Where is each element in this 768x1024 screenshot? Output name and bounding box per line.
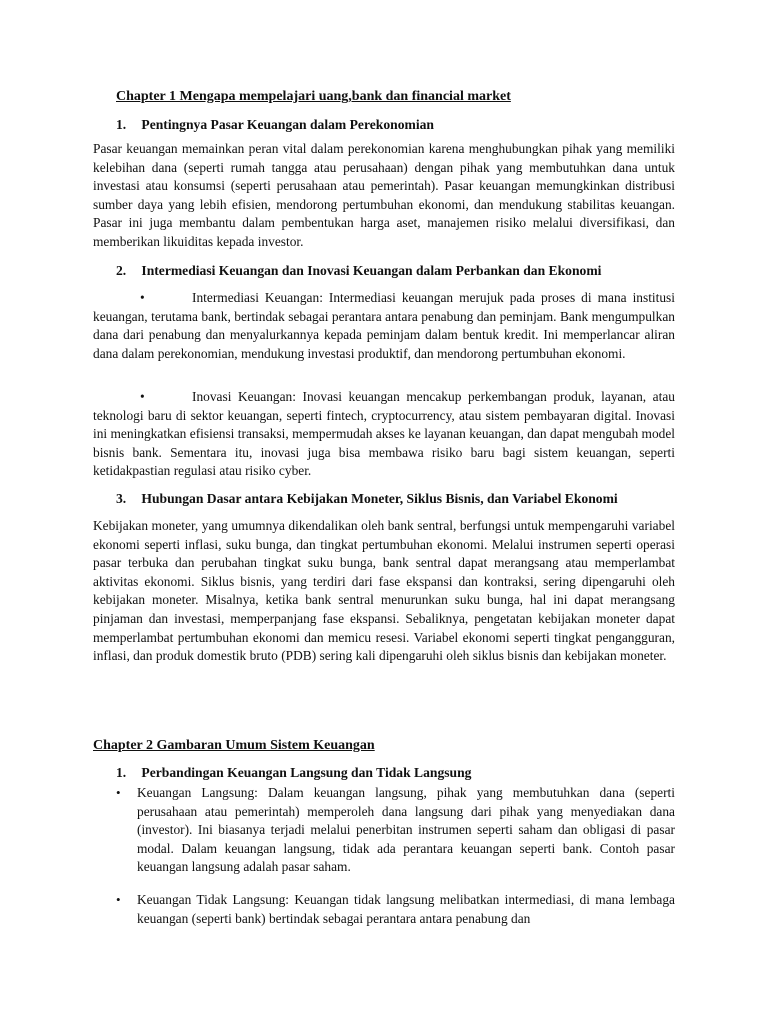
bullet-text: Inovasi Keuangan: Inovasi keuangan mencakup perkembangan produk, layanan, atau teknologi baru di sektor keuangan, seperti fintech, cryptocurrency, atau sistem pembayaran digital. Inovasi ini meningkatkan efisiensi transaksi, mempermudah akses ke layanan keuangan, dan dapat mengubah model bisnis bank. Sementara itu, inovasi juga bisa membawa risiko baru bagi sistem keuangan, seperti ketidakpastian regulasi atau risiko cyber. [93,389,675,479]
bullet-marker: • [140,389,145,404]
section-number: 1. [116,765,127,780]
section-2-1-heading [116,764,471,783]
chapter-1-title: Chapter 1 Mengapa mempelajari uang,bank dan financial market [116,89,511,104]
section-1-1-paragraph: Pasar keuangan memainkan peran vital dalam perekonomian karena menghubungkan pihak yang memiliki kelebihan dana (seperti rumah tangga atau perusahaan) dengan pihak yang membutuhkan dana untuk investasi atau konsumsi (seperti perusahaan atau pemerintah). Pasar keuangan memungkinkan distribusi sumber daya yang lebih efisien, mendorong pertumbuhan ekonomi, dan mendukung stabilitas keuangan. Pasar ini juga membantu dalam pembentukan harga aset, manajemen risiko melalui diversifikasi, dan memberikan likuiditas kepada investor. [93,141,675,249]
section-number: 3. [116,491,127,506]
section-heading-text: Pentingnya Pasar Keuangan dalam Perekonomian [141,117,434,132]
section-number: 1. [116,117,127,132]
bullet-intermediasi [93,289,675,363]
section-1-3-heading [116,490,618,509]
bullet-text: Intermediasi Keuangan: Intermediasi keuangan merujuk pada proses di mana institusi keuangan, terutama bank, bertindak sebagai perantara antara penabung dan peminjam. Bank mengumpulkan dana dari penabung dan menyalurkannya kepada peminjam dalam bentuk kredit. Ini memperlancar aliran dana dalam perekonomian, mendukung investasi produktif, dan mendorong pertumbuhan ekonomi. [93,290,675,361]
section-1-2-heading [116,262,601,281]
section-heading-text: Intermediasi Keuangan dan Inovasi Keuangan dalam Perbankan dan Ekonomi [141,263,602,278]
list-item-keuangan-tidak-langsung [116,891,675,928]
bullet-marker: • [116,892,121,907]
section-heading-text: Hubungan Dasar antara Kebijakan Moneter, Siklus Bisnis, dan Variabel Ekonomi [141,491,618,506]
section-1-3-paragraph: Kebijakan moneter, yang umumnya dikendalikan oleh bank sentral, berfungsi untuk mempengaruhi variabel ekonomi seperti inflasi, suku bunga, dan tingkat pertumbuhan ekonomi. Melalui instrumen seperti operasi pasar terbuka dan perubahan tingkat suku bunga, bank sentral dapat merangsang atau memperlambat aktivitas ekonomi. Siklus bisnis, yang terdiri dari fase ekspansi dan kontraksi, sering dipengaruhi oleh kebijakan moneter. Misalnya, ketika bank sentral menurunkan suku bunga, hal ini dapat merangsang pinjaman dan investasi, memperpanjang fase ekspansi. Sebaliknya, pengetatan kebijakan moneter dapat memperlambat pertumbuhan ekonomi dan memicu resesi. Variabel ekonomi seperti tingkat pengangguran, inflasi, dan produk domestik bruto (PDB) sering kali dipengaruhi oleh siklus bisnis dan kebijakan moneter. [93,518,675,664]
bullet-marker: • [116,785,121,800]
section-heading-text: Perbandingan Keuangan Langsung dan Tidak Langsung [141,765,472,780]
list-item-text: Keuangan Tidak Langsung: Keuangan tidak langsung melibatkan intermediasi, di mana lembaga keuangan (seperti bank) bertindak sebagai perantara antara penabung dan [137,892,675,926]
bullet-marker: • [140,290,145,305]
section-1-1-heading [116,116,434,135]
chapter-2-title: Chapter 2 Gambaran Umum Sistem Keuangan [93,738,375,753]
bullet-inovasi [93,388,675,481]
list-item-text: Keuangan Langsung: Dalam keuangan langsung, pihak yang membutuhkan dana (seperti perusahaan atau pemerintah) memperoleh dana langsung dari pihak yang menyediakan dana (investor). Ini biasanya terjadi melalui penerbitan instrumen seperti saham dan obligasi di pasar modal. Dalam keuangan langsung, tidak ada perantara keuangan seperti bank. Contoh pasar keuangan langsung adalah pasar saham. [137,785,675,875]
section-number: 2. [116,263,127,278]
list-item-keuangan-langsung [116,784,675,877]
